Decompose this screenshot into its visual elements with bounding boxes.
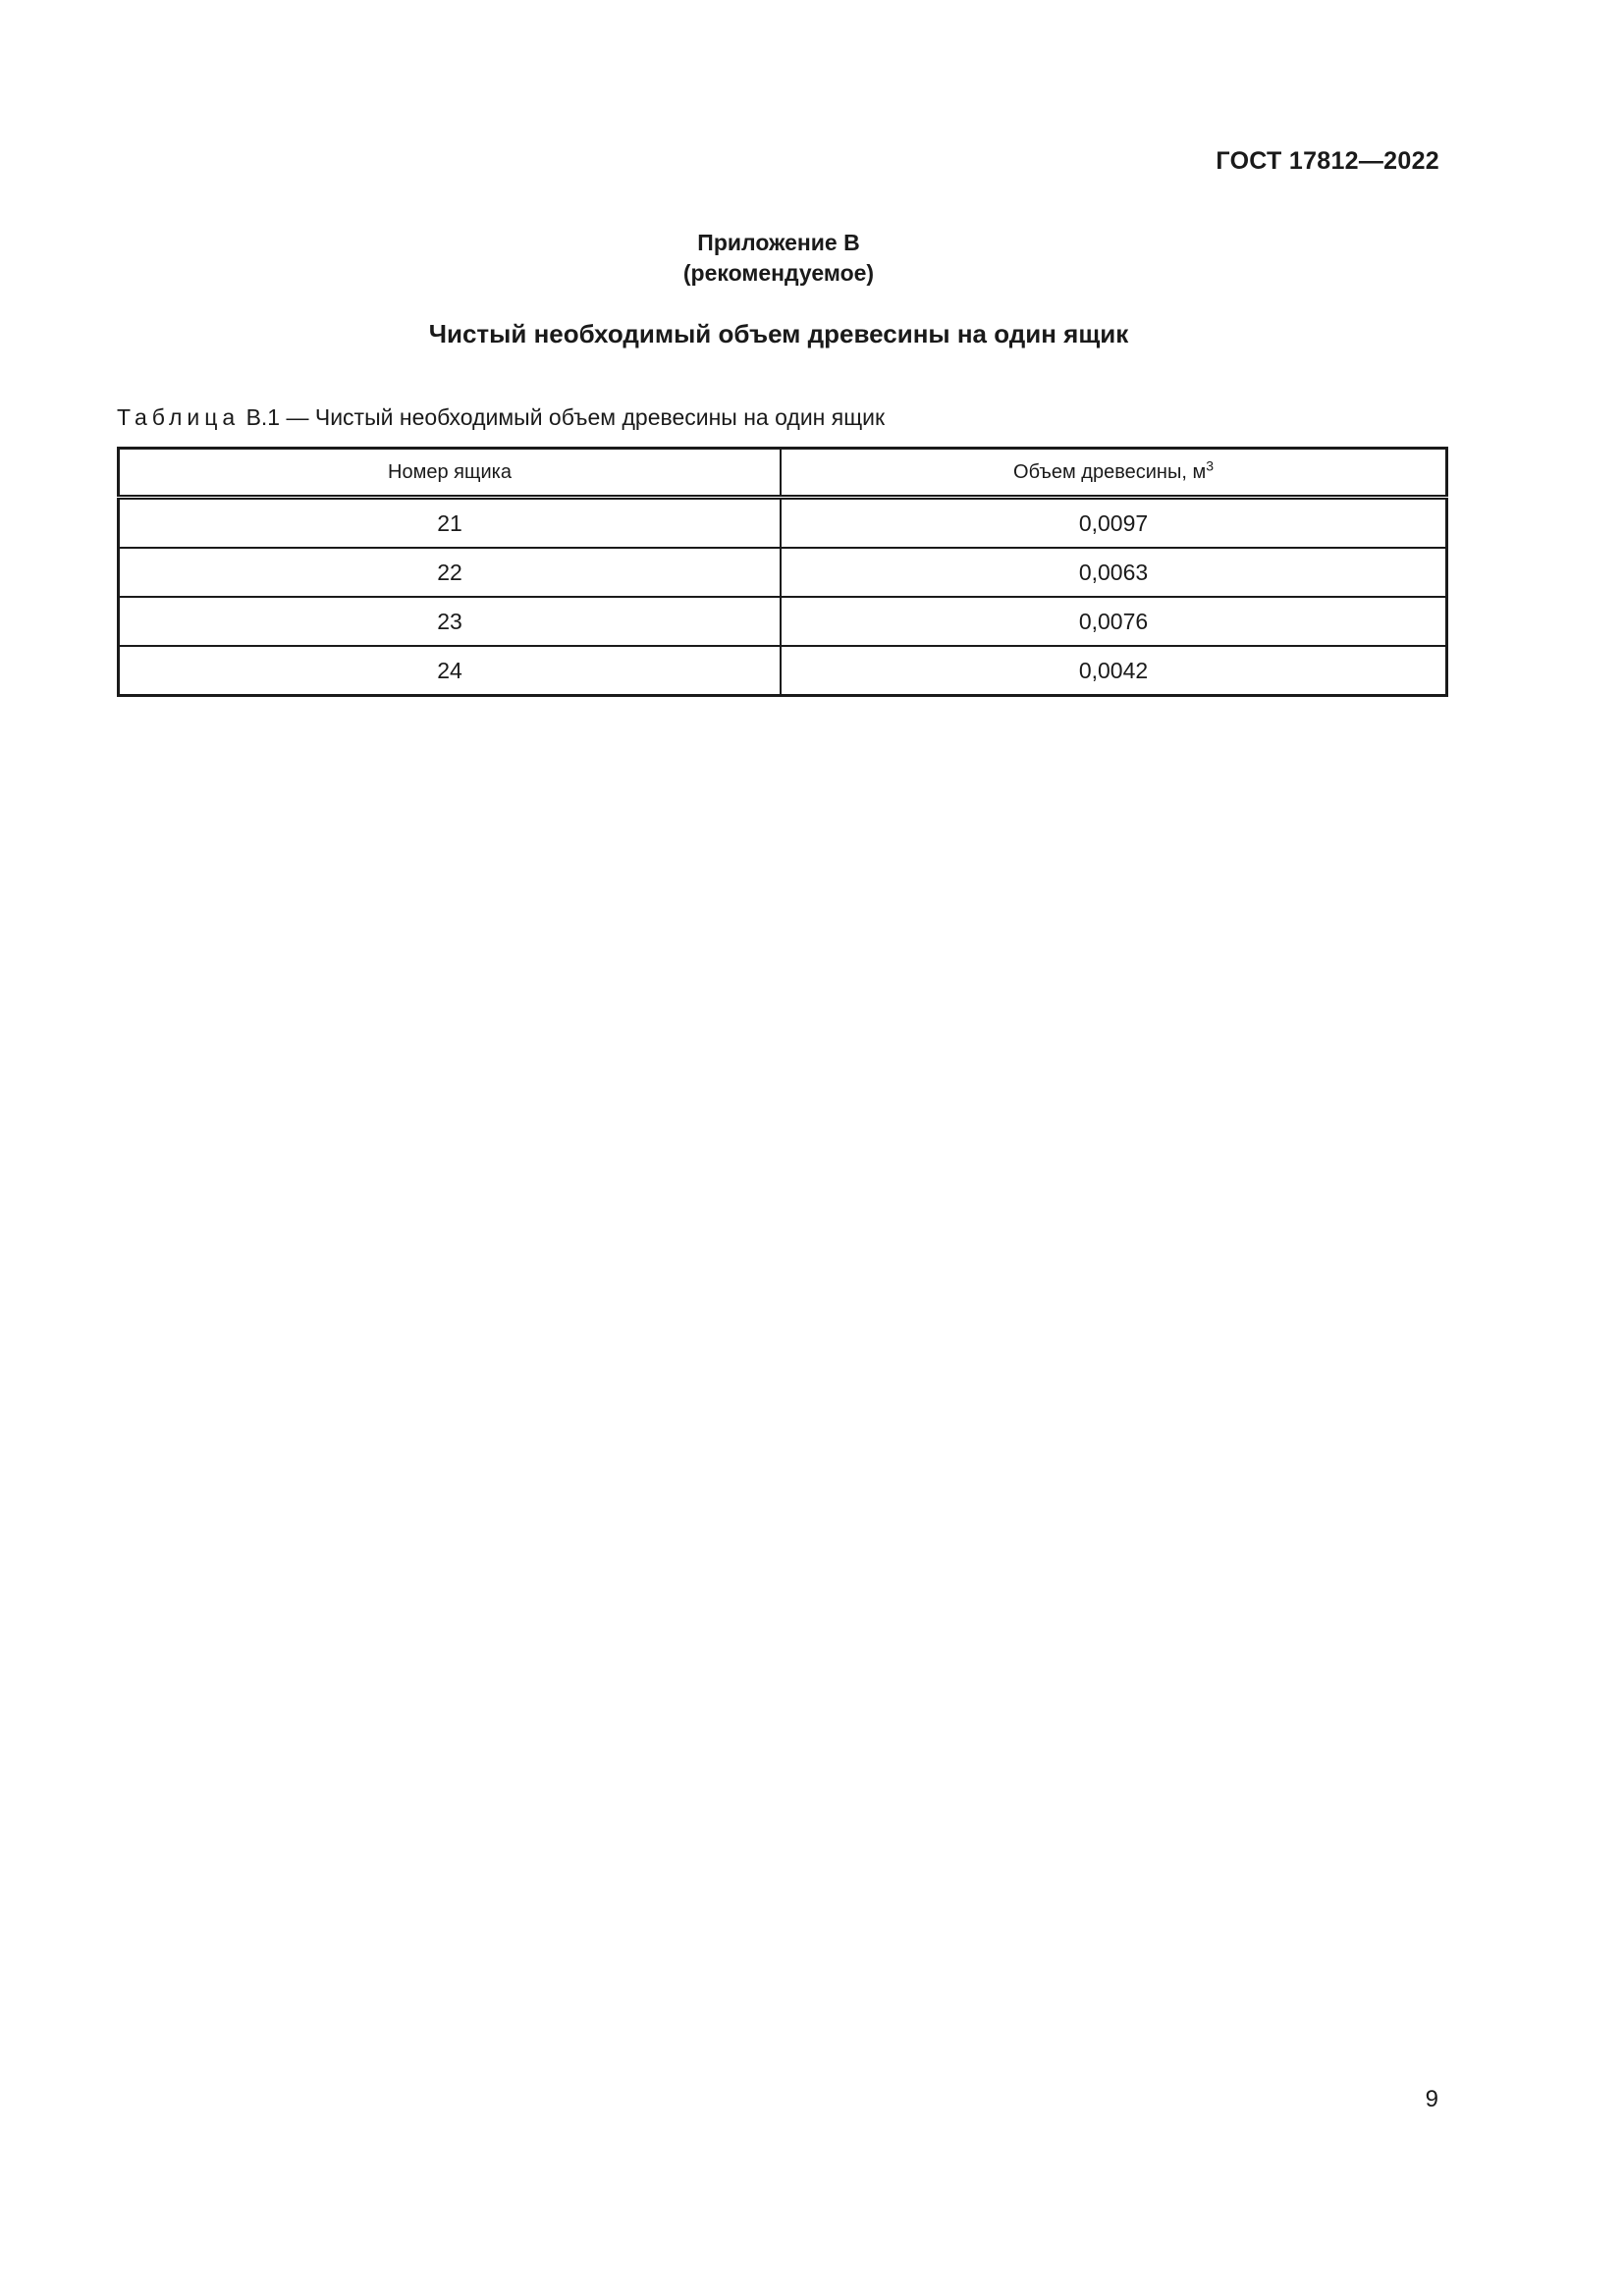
section-title: Чистый необходимый объем древесины на один ящик bbox=[428, 319, 1129, 348]
appendix-status: (рекомендуемое) bbox=[682, 260, 875, 286]
appendix-heading bbox=[0, 228, 1557, 289]
cell-volume: 0,0042 bbox=[781, 646, 1447, 696]
cell-box-number: 24 bbox=[119, 646, 782, 696]
cell-volume: 0,0063 bbox=[781, 548, 1447, 597]
column-header-box-number: Номер ящика bbox=[119, 449, 782, 498]
page-number: 9 bbox=[1425, 2086, 1438, 2112]
column-header-volume-label: Объем древесины, м bbox=[1013, 460, 1207, 483]
table-header-row bbox=[119, 449, 1447, 498]
cell-volume: 0,0097 bbox=[781, 498, 1447, 549]
table-caption bbox=[117, 404, 885, 431]
cell-box-number: 22 bbox=[119, 548, 782, 597]
appendix-title: Приложение В bbox=[697, 230, 860, 255]
unit-exponent: 3 bbox=[1206, 456, 1214, 473]
table-row bbox=[119, 548, 1447, 597]
document-code: ГОСТ 17812—2022 bbox=[1216, 147, 1439, 175]
wood-volume-table bbox=[117, 447, 1448, 697]
cell-box-number: 21 bbox=[119, 498, 782, 549]
column-header-volume bbox=[781, 449, 1447, 498]
cell-volume: 0,0076 bbox=[781, 597, 1447, 646]
table-row bbox=[119, 646, 1447, 696]
table-row bbox=[119, 597, 1447, 646]
cell-box-number: 23 bbox=[119, 597, 782, 646]
table-caption-label: Таблица bbox=[117, 404, 241, 430]
table-caption-text: В.1 — Чистый необходимый объем древесины на один ящик bbox=[240, 404, 886, 430]
table-row bbox=[119, 498, 1447, 549]
